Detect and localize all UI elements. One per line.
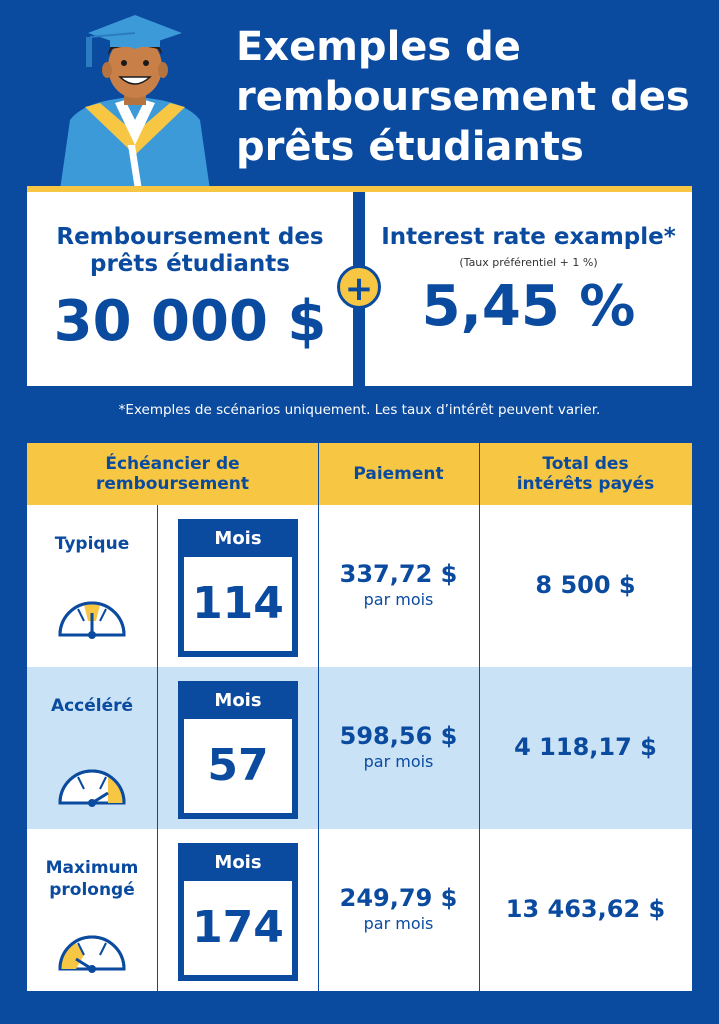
table-row bbox=[27, 667, 692, 829]
payment-period: par mois bbox=[363, 752, 434, 771]
row-label-line-1: Maximum bbox=[45, 858, 139, 878]
payment-amount: 249,79 $ bbox=[339, 884, 458, 912]
months-value: 57 bbox=[184, 719, 292, 813]
row-label bbox=[27, 533, 157, 555]
total-interest: 8 500 $ bbox=[535, 571, 636, 599]
months-calendar bbox=[178, 681, 298, 819]
months-label: Mois bbox=[214, 528, 262, 549]
plus-icon: + bbox=[337, 265, 381, 309]
title-line-2: remboursement des bbox=[236, 74, 690, 120]
page-title bbox=[236, 22, 706, 172]
title-line-3: prêts étudiants bbox=[236, 124, 584, 170]
header-schedule bbox=[27, 443, 318, 505]
loan-amount-label bbox=[27, 224, 353, 278]
loan-amount-card bbox=[27, 192, 353, 386]
table-row bbox=[27, 505, 692, 667]
header-total-line-1: Total des bbox=[542, 454, 629, 474]
header bbox=[0, 0, 719, 190]
row-label-line-1: Accéléré bbox=[50, 696, 134, 716]
table-row bbox=[27, 829, 692, 991]
row-label-line-1: Typique bbox=[54, 534, 130, 554]
interest-rate-label: Interest rate example* bbox=[381, 224, 676, 250]
payment-cell bbox=[318, 559, 479, 611]
interest-rate-card bbox=[365, 192, 692, 386]
months-value: 174 bbox=[184, 881, 292, 975]
interest-rate-value: 5,45 % bbox=[421, 274, 636, 339]
row-label bbox=[27, 857, 157, 901]
speed-gauge-icon bbox=[56, 599, 128, 639]
loan-label-line-2: prêts étudiants bbox=[90, 251, 290, 277]
months-value: 114 bbox=[184, 557, 292, 651]
loan-amount-value: 30 000 $ bbox=[53, 289, 327, 354]
header-schedule-line-1: Échéancier de bbox=[105, 454, 240, 474]
months-label: Mois bbox=[214, 690, 262, 711]
footnote: *Exemples de scénarios uniquement. Les taux d’intérêt peuvent varier. bbox=[118, 402, 601, 418]
row-label-line-2: prolongé bbox=[49, 880, 135, 900]
table-header bbox=[27, 443, 692, 505]
loan-label-line-1: Remboursement des bbox=[56, 224, 324, 250]
header-total-line-2: intérêts payés bbox=[516, 474, 655, 494]
graduate-illustration bbox=[40, 15, 230, 190]
months-calendar bbox=[178, 843, 298, 981]
column-divider bbox=[157, 505, 158, 991]
total-interest: 4 118,17 $ bbox=[514, 733, 657, 761]
total-interest: 13 463,62 $ bbox=[505, 895, 666, 923]
column-divider bbox=[318, 443, 319, 991]
payment-period: par mois bbox=[363, 590, 434, 609]
payment-amount: 598,56 $ bbox=[339, 722, 458, 750]
column-divider bbox=[479, 443, 480, 991]
months-calendar bbox=[178, 519, 298, 657]
speed-gauge-icon bbox=[56, 933, 128, 973]
payment-period: par mois bbox=[363, 914, 434, 933]
speed-gauge-icon bbox=[56, 767, 128, 807]
payment-cell bbox=[318, 883, 479, 935]
interest-rate-sublabel: (Taux préférentiel + 1 %) bbox=[459, 256, 598, 269]
payment-cell bbox=[318, 721, 479, 773]
months-label: Mois bbox=[214, 852, 262, 873]
header-total-interest bbox=[479, 443, 692, 505]
repayment-table bbox=[27, 443, 692, 991]
title-line-1: Exemples de bbox=[236, 24, 521, 70]
row-label bbox=[27, 695, 157, 717]
header-schedule-line-2: remboursement bbox=[95, 474, 250, 494]
payment-amount: 337,72 $ bbox=[339, 560, 458, 588]
header-payment: Paiement bbox=[353, 464, 444, 484]
